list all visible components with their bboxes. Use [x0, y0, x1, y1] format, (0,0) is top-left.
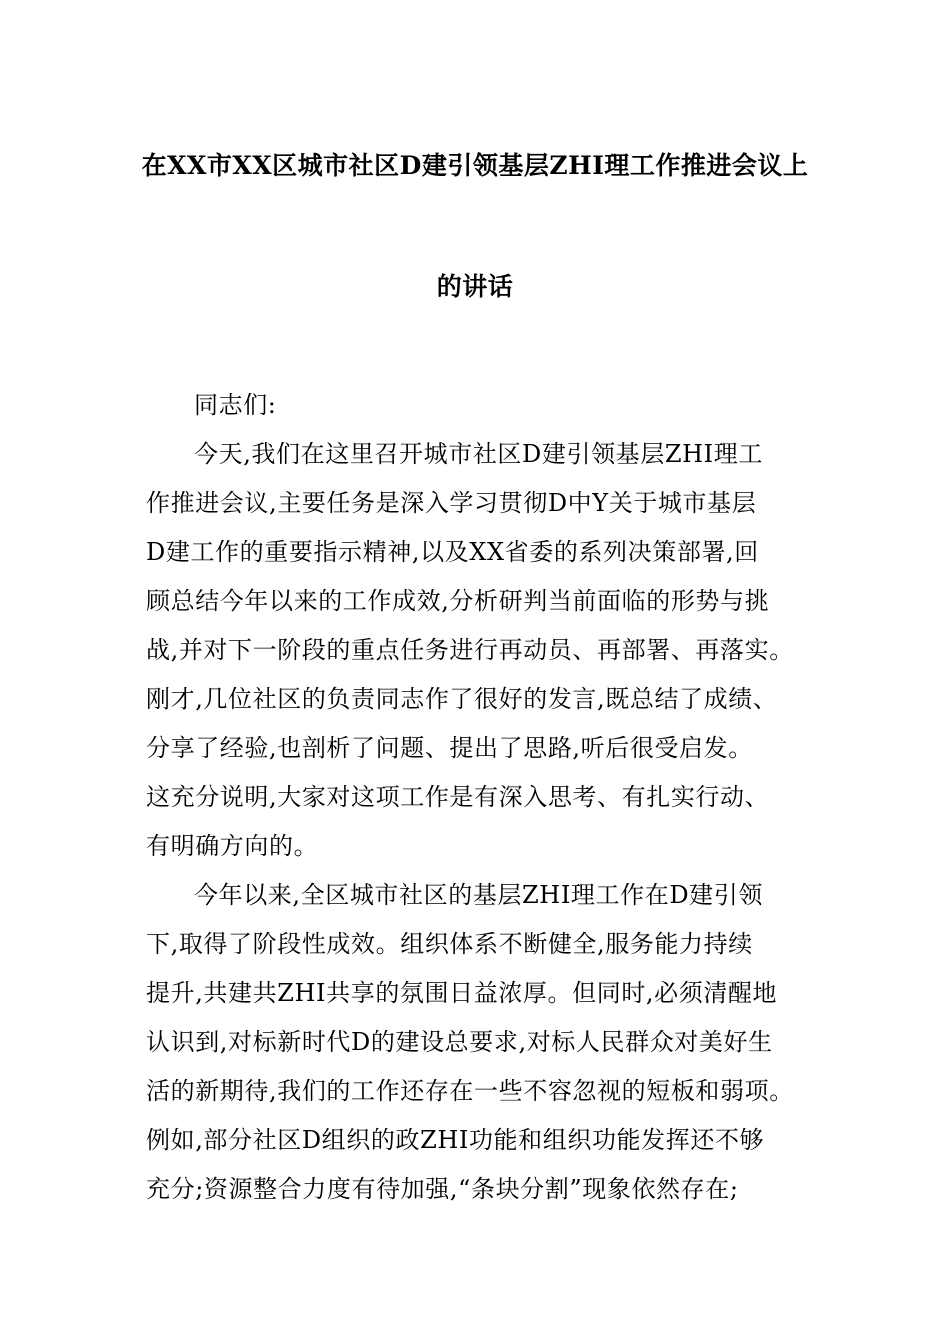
paragraph-1-line: 分享了经验,也剖析了问题、提出了思路,听后很受启发。: [146, 734, 753, 762]
paragraph-2-line: 下,取得了阶段性成效。组织体系不断健全,服务能力持续: [146, 930, 753, 958]
paragraph-1-line: 刚才,几位社区的负责同志作了很好的发言,既总结了成绩、: [146, 685, 778, 713]
paragraph-2-line: 例如,部分社区D组织的政ZHI功能和组织功能发挥还不够: [146, 1126, 765, 1154]
document-title-line-2: 的讲话: [436, 272, 514, 301]
paragraph-1-line: 战,并对下一阶段的重点任务进行再动员、再部署、再落实。: [146, 636, 794, 664]
paragraph-2-line: 认识到,对标新时代D的建设总要求,对标人民群众对美好生: [146, 1028, 773, 1056]
paragraph-2-line: 充分;资源整合力度有待加强,“条块分割”现象依然存在;: [146, 1175, 739, 1203]
paragraph-1-line: 有明确方向的。: [146, 832, 319, 860]
paragraph-1-line: 这充分说明,大家对这项工作是有深入思考、有扎实行动、: [146, 783, 770, 811]
paragraph-2-line: 今年以来,全区城市社区的基层ZHI理工作在D建引领: [194, 881, 763, 909]
document-title-line-1: 在XX市XX区城市社区D建引领基层ZHI理工作推进会议上: [141, 151, 809, 180]
paragraph-1-line: D建工作的重要指示精神,以及XX省委的系列决策部署,回: [146, 538, 759, 566]
paragraph-1-line: 今天,我们在这里召开城市社区D建引领基层ZHI理工: [194, 440, 763, 468]
salutation: 同志们:: [194, 391, 277, 419]
document-body: [146, 381, 836, 1214]
paragraph-2-line: 提升,共建共ZHI共享的氛围日益浓厚。但同时,必须清醒地: [146, 979, 778, 1007]
paragraph-2-line: 活的新期待,我们的工作还存在一些不容忽视的短板和弱项。: [146, 1077, 794, 1105]
paragraph-1-line: 作推进会议,主要任务是深入学习贯彻D中Y关于城市基层: [146, 489, 757, 517]
paragraph-1-line: 顾总结今年以来的工作成效,分析研判当前面临的形势与挑: [146, 587, 770, 615]
